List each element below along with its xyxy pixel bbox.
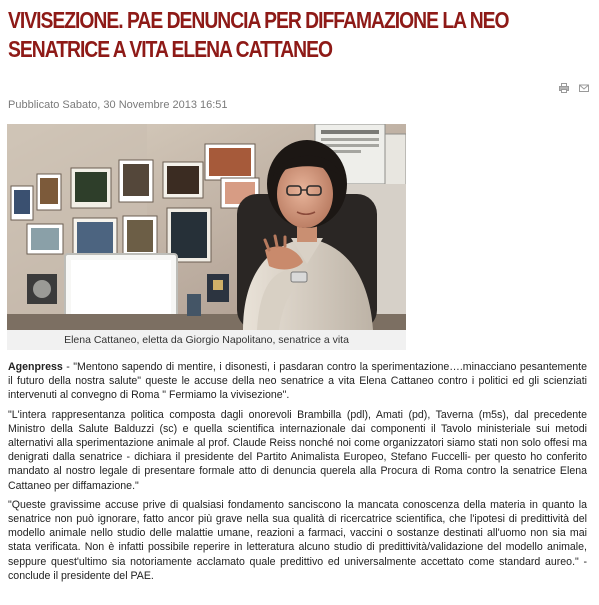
- article-figure: [7, 124, 406, 350]
- paragraph-3: "Queste gravissime accuse prive di qualsiasi fondamento sanciscono la mancata conoscenza della materia in quanto la senatrice non può ignorare, fatto ancor più grave nella sua qualità di ricercatrice scientifica, che l'ipotesi di predittività del modello animale nello studio delle malattie umane, reazioni a farmaci, vaccini o sostanze destinati all'uomo non sia mai stata verificata. Non è infatti possibile reperire in letteratura alcuno studio di predittività/validazione del modello animale, seppure quest'ultimo sia notoriamente acclamato quale predittivo ed universalmente accettato come standard aureo." - conclude il presidente del PAE.: [8, 498, 587, 582]
- print-icon[interactable]: [559, 80, 569, 90]
- article-title: VIVISEZIONE. PAE DENUNCIA PER DIFFAMAZIONE LA NEO SENATRICE A VITA ELENA CATTANEO: [8, 7, 509, 62]
- publish-date: Pubblicato Sabato, 30 Novembre 2013 16:51: [8, 99, 228, 111]
- article-body: [8, 360, 587, 588]
- article-tools: [559, 80, 589, 90]
- image-caption: Elena Cattaneo, eletta da Giorgio Napolitano, senatrice a vita: [7, 330, 406, 350]
- lead-paragraph: [8, 360, 587, 403]
- lead-text: - "Mentono sapendo di mentire, i disonesti, i pasdaran contro la sperimentazione….minacciano pesantemente il futuro della nostra salute" queste le accuse della neo senatrice a vita Elena Cattaneo contro i politici ed gli scienziati intervenuti al convegno di Roma " Fermiamo la vivisezione".: [8, 361, 587, 402]
- article-photo: [7, 124, 406, 330]
- email-icon[interactable]: [579, 80, 589, 90]
- agency-name: Agenpress: [8, 361, 63, 373]
- paragraph-2: "L'intera rappresentanza politica composta dagli onorevoli Brambilla (pdl), Amati (pd), Taverna (m5s), dal precedente Ministro della Salute Balduzzi (sc) e quella scientifica internazionale dai componenti il Tavolo ministeriale sui metodi alternativi alla sperimentazione animale al prof. Claude Reiss nonché noi come organizzatori siamo stati non solo offesi ma denigrati dalla senatrice - dichiara il presidente del Partito Animalista Europeo, Stefano Fuccelli- per questo ho conferito mandato al nostro legale di presentare formale atto di denuncia querela alla Procura di Roma contro la senatrice Elena Cattaneo per diffamazione.": [8, 408, 587, 492]
